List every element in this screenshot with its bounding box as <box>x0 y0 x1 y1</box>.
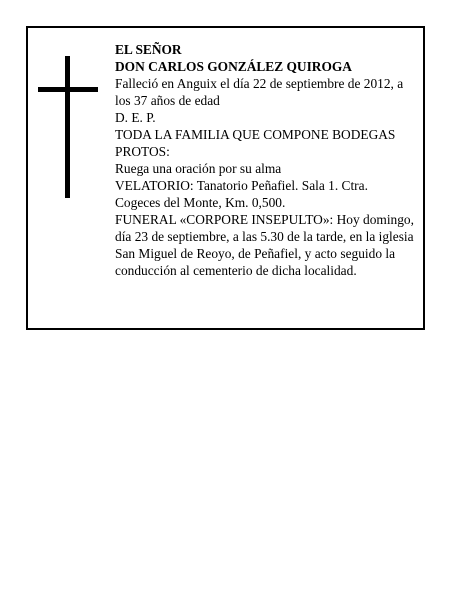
wake-line-1: VELATORIO: Tanatorio Peñafiel. Sala 1. Ctra. <box>115 178 368 193</box>
funeral-line-1: FUNERAL «CORPORE INSEPULTO»: Hoy domingo, <box>115 212 414 227</box>
notice-text <box>115 41 415 279</box>
cross-icon <box>38 56 98 198</box>
wake-line-2: Cogeces del Monte, Km. 0,500. <box>115 195 286 210</box>
cross-vertical-bar <box>65 56 70 198</box>
family-line-2: PROTOS: <box>115 144 170 159</box>
funeral-line-4: conducción al cementerio de dicha localidad. <box>115 263 357 278</box>
obituary-notice <box>26 26 425 330</box>
funeral-line-3: San Miguel de Reoyo, de Peñafiel, y acto seguido la <box>115 246 396 261</box>
death-info-line-1: Falleció en Anguix el día 22 de septiembre de 2012, a <box>115 76 404 91</box>
rip-line: D. E. P. <box>115 110 156 125</box>
notice-title-line-1: EL SEÑOR <box>115 42 182 57</box>
cross-horizontal-bar <box>38 87 98 92</box>
notice-title-line-2: DON CARLOS GONZÁLEZ QUIROGA <box>115 59 352 74</box>
family-line-1: TODA LA FAMILIA QUE COMPONE BODEGAS <box>115 127 396 142</box>
prayer-line: Ruega una oración por su alma <box>115 161 282 176</box>
funeral-line-2: día 23 de septiembre, a las 5.30 de la tarde, en la iglesia <box>115 229 414 244</box>
death-info-line-2: los 37 años de edad <box>115 93 220 108</box>
